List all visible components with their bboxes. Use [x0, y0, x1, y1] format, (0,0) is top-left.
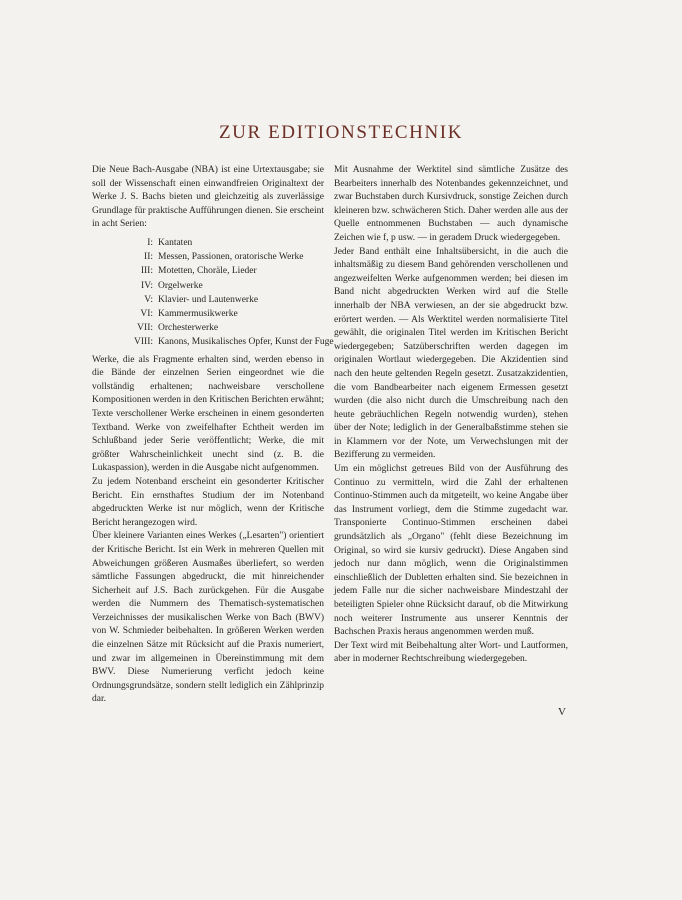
series-item: VI: Kammermusikwerke	[140, 308, 238, 319]
body-paragraph: Mit Ausnahme der Werktitel sind sämtliche Zusätze des Bearbeiters innerhalb des Notenbandes gekennzeichnet, und zwar Buchstaben durch Kursivdruck, sonstige Zeichen durch kleineren bzw. schwächeren Stich. Daher werden alle aus der Quelle entnommenen Buchstaben — auch dynamische Zeichen wie f, p usw. — in geradem Druck wiedergegeben.	[334, 165, 568, 243]
right-column	[334, 164, 568, 667]
series-item: VII: Orchesterwerke	[137, 323, 219, 334]
series-item: III: Motetten, Choräle, Lieder	[140, 266, 257, 277]
body-paragraph: Über kleinere Varianten eines Werkes („Lesarten") orientiert der Kritische Bericht. Ist ein Werk in mehreren Quellen mit Abweichungen größeren Ausmaßes überliefert, so werden sämtliche Fassungen abgedruckt, die mit hinreichender Sicherheit auf J.S. Bach zurückgehen. Für die Ausgabe werden die Nummern des Thematisch-systematischen Verzeichnisses der musikalischen Werke von Bach (BWV) von W. Schmieder beibehalten. In größeren Werken werden die einzelnen Sätze mit Rücksicht auf die Praxis numeriert, und zwar im allgemeinen in Übereinstimmung mit dem BWV. Diese Numerierung verficht jedoch keine Ordnungsgrundsätze, sondern stellt lediglich ein Zählprinzip dar.	[92, 531, 324, 705]
series-item: IV: Orgelwerke	[141, 280, 203, 291]
series-item: II: Messen, Passionen, oratorische Werke	[144, 252, 304, 263]
series-list	[92, 236, 334, 350]
body-paragraph: Um ein möglichst getreues Bild von der Ausführung des Continuo zu vermitteln, wird die Zahl der erhaltenen Continuo-Stimmen auch da mitgeteilt, wo keine Angabe über das Instrument vorliegt, dem die Stimme zugedacht war. Transponierte Continuo-Stimmen erscheinen dabei grundsätzlich als „Organo" (fehlt diese Bezeichnung im Original, so wird sie kursiv gedruckt). Diese Angaben sind jedoch nur dann möglich, wenn die Originalstimmen einschließlich der Dubletten erhalten sind. Sie bezeichnen in jedem Falle nur die sicher nachweisbare Mindestzahl der beteiligten Spieler ohne Rücksicht darauf, ob die Mitwirkung noch weiterer Instrumente aus unserer Kenntnis der Bachschen Praxis heraus angenommen werden muß.	[334, 464, 568, 638]
body-paragraph: Der Text wird mit Beibehaltung alter Wort- und Lautformen, aber in moderner Rechtschreibung wiedergegeben.	[334, 640, 568, 665]
body-paragraph: Werke, die als Fragmente erhalten sind, werden ebenso in die Bände der einzelnen Serien eingeordnet wie die vollständig erhaltenen; nachweisbare verschollene Kompositionen werden in den Kritischen Berichten erwähnt; Texte verschollener Werke erscheinen in einem gesonderten Textband. Werke von zweifelhafter Echtheit werden im Schlußband jeder Serie veröffentlicht; Werke, die mit größter Wahrscheinlichkeit unecht sind (z. B. die Lukaspassion), werden in die Ausgabe nicht aufgenommen.	[92, 354, 324, 474]
body-paragraph: Zu jedem Notenband erscheint ein gesonderter Kritischer Bericht. Ein ernsthaftes Studium der im Notenband abgedruckten Werke ist nur möglich, wenn der Kritische Bericht herangezogen wird.	[92, 476, 324, 528]
page-number: V	[558, 706, 566, 718]
body-paragraph: Jeder Band enthält eine Inhaltsübersicht, in die auch die inhaltsmäßig zu diesem Band gehörenden verschollenen und angezweifelten Werke aufgenommen werden; bei diesen im Band nicht abgedruckten Werken wird auf die Stelle innerhalb der NBA verwiesen, an der sie abgedruckt bzw. erörtert werden. — Als Werktitel werden normalisierte Titel gewählt, die originalen Titel werden im Kritischen Bericht wiedergegeben; Satzüberschriften werden dagegen im originalen Wortlaut wiedergegeben. Die Akzidentien sind nach den heute geltenden Regeln gesetzt. Zusatzakzidentien, die vom Bandbearbeiter nach eigenem Ermessen gesetzt wurden (die also nicht durch die Umschreibung nach den heute gebräuchlichen Regeln notwendig wurden), stehen über der Note; lediglich in der Generalbaßstimme stehen sie in Klammern vor der Note, um Verwechslungen mit der Bezifferung zu vermeiden.	[334, 246, 568, 461]
series-item: VIII: Kanons, Musikalisches Opfer, Kunst der Fuge	[134, 337, 334, 348]
left-column	[92, 164, 334, 707]
page-title: ZUR EDITIONSTECHNIK	[218, 122, 464, 143]
series-item: I: Kantaten	[147, 237, 193, 248]
intro-paragraph: Die Neue Bach-Ausgabe (NBA) ist eine Urtextausgabe; sie soll der Wissenschaft einen einwandfreien Originaltext der Werke J. S. Bachs bieten und gleichzeitig als zuverlässige Grundlage für praktische Aufführungen dienen. Sie erscheint in acht Serien:	[92, 165, 324, 230]
series-item: V: Klavier- und Lautenwerke	[144, 294, 259, 305]
